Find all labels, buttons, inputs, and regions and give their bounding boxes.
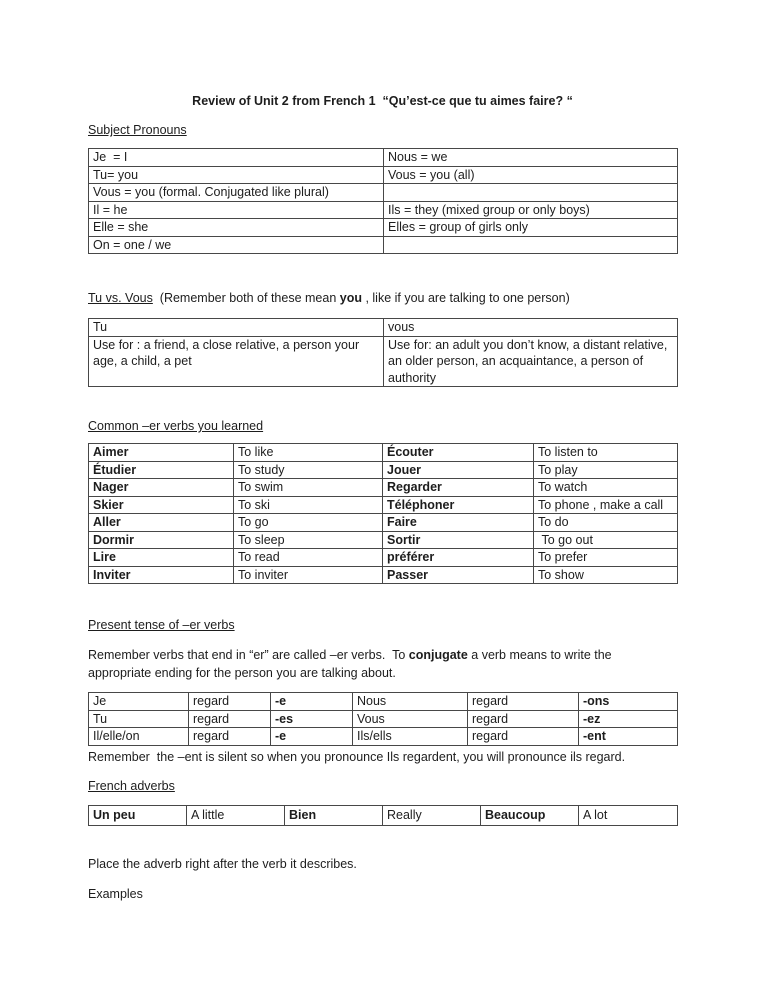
table-cell: To ski	[234, 496, 383, 514]
table-cell	[384, 184, 678, 202]
table-cell: Aller	[89, 514, 234, 532]
table-row	[89, 693, 678, 711]
page-title: Review of Unit 2 from French 1 “Qu’est-ce que tu aimes faire? “	[192, 94, 573, 108]
subject-pronouns-heading	[88, 122, 677, 139]
table-cell: -e	[271, 693, 353, 711]
table-cell: Faire	[383, 514, 534, 532]
table-row	[89, 166, 678, 184]
present-tense-heading	[88, 617, 677, 634]
table-cell: Je = I	[89, 149, 384, 167]
table-cell: Téléphoner	[383, 496, 534, 514]
table-cell: Use for : a friend, a close relative, a person your age, a child, a pet	[89, 336, 384, 387]
table-cell: Vous	[353, 710, 468, 728]
table-cell: Il/elle/on	[89, 728, 189, 746]
table-cell: Étudier	[89, 461, 234, 479]
table-cell: Inviter	[89, 566, 234, 584]
adverbs-table	[88, 805, 678, 826]
table-cell: Dormir	[89, 531, 234, 549]
table-row	[89, 184, 678, 202]
table-cell: A lot	[579, 805, 678, 825]
table-row	[89, 201, 678, 219]
paragraph-text-1: Remember verbs that end in “er” are called –er verbs. To	[88, 648, 409, 662]
table-cell: Elles = group of girls only	[384, 219, 678, 237]
table-cell: Je	[89, 693, 189, 711]
table-cell: To swim	[234, 479, 383, 497]
table-row	[89, 531, 678, 549]
table-row	[89, 319, 678, 337]
adverb-placement-note: Place the adverb right after the verb it describes.	[88, 856, 357, 871]
table-cell: To show	[534, 566, 678, 584]
table-cell: To do	[534, 514, 678, 532]
table-cell: Jouer	[383, 461, 534, 479]
table-cell: To phone , make a call	[534, 496, 678, 514]
table-cell: Skier	[89, 496, 234, 514]
table-cell: Ils/ells	[353, 728, 468, 746]
table-cell: vous	[384, 319, 678, 337]
pronunciation-note: Remember the –ent is silent so when you pronounce Ils regardent, you will pronounce ils regard.	[88, 749, 626, 764]
table-cell: -e	[271, 728, 353, 746]
table-cell: Vous = you (all)	[384, 166, 678, 184]
table-cell: regard	[189, 710, 271, 728]
table-cell: préférer	[383, 549, 534, 567]
examples-label: Examples	[88, 886, 143, 901]
table-cell: -ez	[579, 710, 678, 728]
table-row	[89, 444, 678, 462]
table-cell: regard	[468, 728, 579, 746]
paragraph-bold-word: conjugate	[408, 648, 468, 662]
table-cell: To like	[234, 444, 383, 462]
table-cell: A little	[187, 805, 285, 825]
table-cell: Use for: an adult you don’t know, a distant relative, an older person, an acquaintance, a person of authority	[384, 336, 678, 387]
table-cell: To play	[534, 461, 678, 479]
table-cell: Passer	[383, 566, 534, 584]
table-row	[89, 549, 678, 567]
table-cell: regard	[468, 710, 579, 728]
table-cell: To prefer	[534, 549, 678, 567]
table-cell: Écouter	[383, 444, 534, 462]
tu-vs-vous-heading-text: Tu vs. Vous	[88, 291, 153, 305]
er-verbs-heading	[88, 418, 677, 435]
table-cell: Nager	[89, 479, 234, 497]
table-cell: To read	[234, 549, 383, 567]
table-cell: Beaucoup	[481, 805, 579, 825]
table-cell: Regarder	[383, 479, 534, 497]
table-row	[89, 728, 678, 746]
table-cell: Un peu	[89, 805, 187, 825]
table-row	[89, 479, 678, 497]
table-cell: To watch	[534, 479, 678, 497]
table-cell: -ent	[579, 728, 678, 746]
er-verbs-heading-text: Common –er verbs you learned	[88, 419, 264, 433]
table-cell: Ils = they (mixed group or only boys)	[384, 201, 678, 219]
subject-pronouns-heading-text: Subject Pronouns	[88, 123, 187, 137]
tu-vs-vous-heading-rest-1: (Remember both of these mean	[152, 291, 340, 305]
table-row	[89, 496, 678, 514]
table-cell: Nous = we	[384, 149, 678, 167]
table-cell: To sleep	[234, 531, 383, 549]
table-cell: Vous = you (formal. Conjugated like plural)	[89, 184, 384, 202]
table-cell: Nous	[353, 693, 468, 711]
tu-vs-vous-table	[88, 318, 678, 387]
table-cell: regard	[468, 693, 579, 711]
table-cell: Aimer	[89, 444, 234, 462]
table-cell: To go	[234, 514, 383, 532]
conjugation-table	[88, 692, 678, 746]
table-cell: Tu= you	[89, 166, 384, 184]
table-cell: To listen to	[534, 444, 678, 462]
present-tense-heading-text: Present tense of –er verbs	[88, 618, 235, 632]
table-cell: To go out	[534, 531, 678, 549]
french-adverbs-heading-text: French adverbs	[88, 778, 175, 793]
table-cell: -es	[271, 710, 353, 728]
table-row	[89, 805, 678, 825]
table-cell: Bien	[285, 805, 383, 825]
table-cell: Il = he	[89, 201, 384, 219]
table-row	[89, 336, 678, 387]
table-row	[89, 236, 678, 254]
table-row	[89, 461, 678, 479]
table-row	[89, 219, 678, 237]
tu-vs-vous-heading	[88, 290, 677, 307]
table-cell: Tu	[89, 710, 189, 728]
french-adverbs-heading	[88, 778, 677, 795]
tu-vs-vous-heading-bold-word: you	[339, 291, 362, 305]
table-row	[89, 149, 678, 167]
table-cell: Really	[383, 805, 481, 825]
table-row	[89, 710, 678, 728]
table-cell: Elle = she	[89, 219, 384, 237]
table-cell: Lire	[89, 549, 234, 567]
table-row	[89, 566, 678, 584]
er-verbs-table	[88, 443, 678, 584]
subject-pronouns-table	[88, 148, 678, 254]
table-row	[89, 514, 678, 532]
paragraph-text-2: a verb means to write the appropriate ending for the person you are talking about.	[88, 648, 616, 680]
table-cell: regard	[189, 728, 271, 746]
present-tense-paragraph	[88, 647, 677, 682]
table-cell: Tu	[89, 319, 384, 337]
table-cell	[384, 236, 678, 254]
tu-vs-vous-heading-rest-2: , like if you are talking to one person)	[361, 291, 570, 305]
table-cell: -ons	[579, 693, 678, 711]
table-cell: To inviter	[234, 566, 383, 584]
table-cell: Sortir	[383, 531, 534, 549]
table-cell: To study	[234, 461, 383, 479]
table-cell: regard	[189, 693, 271, 711]
table-cell: On = one / we	[89, 236, 384, 254]
